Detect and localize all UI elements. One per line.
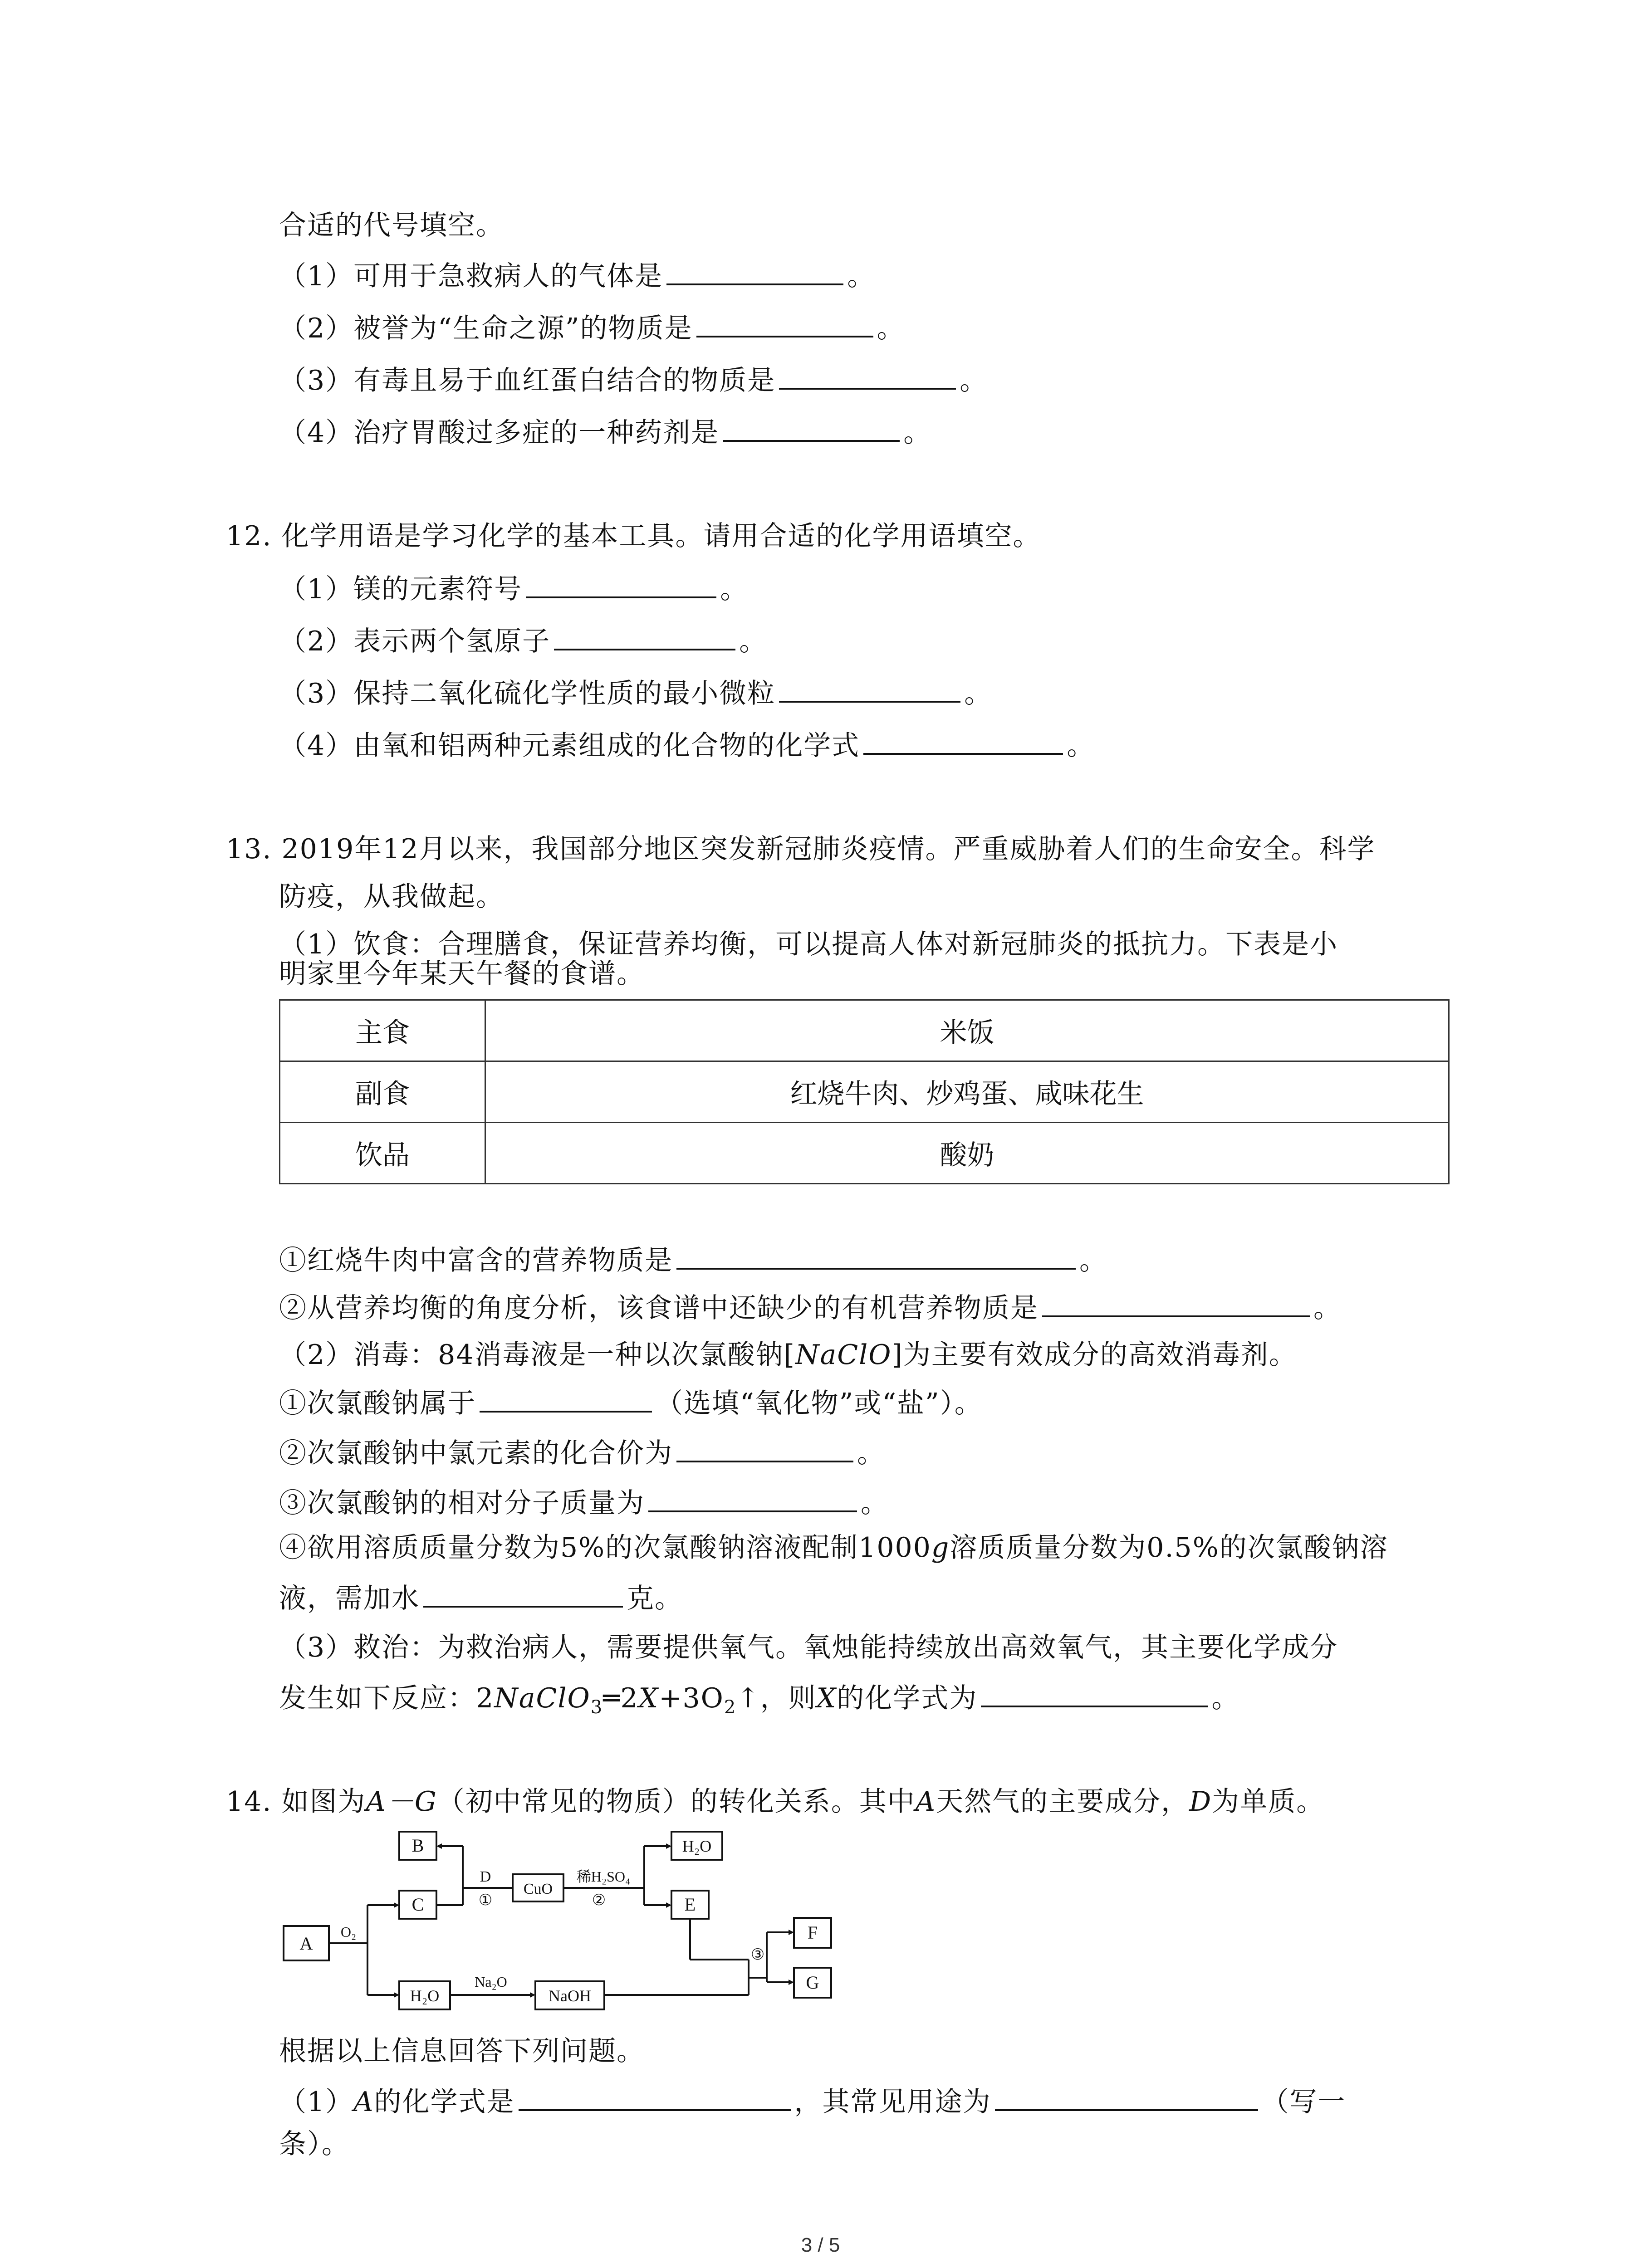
diagram-label-F: F: [807, 1922, 818, 1943]
diagram-label-NaOH: NaOH: [549, 1987, 591, 2005]
q11-intro: 合适的代号填空。: [279, 210, 504, 241]
answer-blank[interactable]: [981, 1678, 1208, 1707]
q12-item-1: （1）镁的元素符号 。: [279, 569, 748, 608]
answer-blank[interactable]: [779, 361, 956, 390]
answer-blank[interactable]: [554, 621, 735, 650]
diagram-label-r1: ①: [478, 1892, 493, 1909]
diagram-label-C: C: [411, 1894, 424, 1915]
q13-d2: ②次氯酸钠中氯元素的化合价为 。: [279, 1433, 885, 1472]
diagram-label-r3: ③: [750, 1946, 765, 1963]
diagram-label-O2: O₂: [340, 1924, 357, 1940]
q13-d4-line1: ④欲用溶质质量分数为5%的次氯酸钠溶液配制1000g溶质质量分数为0.5%的次氯酸钠溶: [279, 1532, 1388, 1564]
lunch-menu-table: [279, 999, 1450, 1184]
table-row: [280, 1000, 1449, 1061]
table-cell: 主食: [280, 1000, 485, 1061]
answer-blank[interactable]: [648, 1483, 857, 1512]
q13-part3-line2: 发生如下反应：$2NaClO_3═2X+3O_2↑$，则X的化学式为 。: [279, 1678, 1239, 1726]
q13-sub2: ②从营养均衡的角度分析，该食谱中还缺少的有机营养物质是 。: [279, 1288, 1342, 1327]
q13-sub1: ①红烧牛肉中富含的营养物质是 。: [279, 1241, 1107, 1280]
q11-item-1: （1）可用于急救病人的气体是 。: [279, 256, 875, 295]
q12-item-3: （3）保持二氧化硫化学性质的最小微粒 。: [279, 674, 992, 713]
diagram-label-B: B: [411, 1835, 424, 1856]
table-cell: 饮品: [280, 1123, 485, 1184]
answer-blank[interactable]: [696, 308, 873, 337]
diagram-label-A: A: [299, 1933, 313, 1954]
answer-blank[interactable]: [676, 1433, 853, 1462]
q13-part1-line1: （1）饮食：合理膳食，保证营养均衡，可以提高人体对新冠肺炎的抵抗力。下表是小: [279, 929, 1338, 960]
diagram-label-H2O-bottom: H₂O: [410, 1987, 440, 2005]
table-cell: 酸奶: [485, 1123, 1449, 1184]
q13-stem-line1: 13. 2019年12月以来，我国部分地区突发新冠肺炎疫情。严重威胁着人们的生命安全。科学: [226, 833, 1376, 865]
table-row: [280, 1123, 1449, 1184]
q12-item-4: （4）由氧和铝两种元素组成的化合物的化学式 。: [279, 726, 1095, 765]
q13-d4-line2: 液，需加水 克。: [279, 1579, 683, 1618]
q13-part1-line2: 明家里今年某天午餐的食谱。: [279, 958, 645, 990]
conversion-diagram: [272, 1823, 862, 2032]
q14-stem: 14. 如图为A－G（初中常见的物质）的转化关系。其中A天然气的主要成分，D为单质。: [226, 1786, 1325, 1818]
table-cell: 副食: [280, 1061, 485, 1123]
diagram-label-E: E: [684, 1894, 696, 1915]
answer-blank[interactable]: [779, 674, 960, 703]
q11-item-2: （2）被誉为“生命之源”的物质是 。: [279, 308, 905, 347]
table-cell: 红烧牛肉、炒鸡蛋、咸味花生: [485, 1061, 1449, 1123]
diagram-label-acid: 稀H₂SO₄: [576, 1868, 631, 1885]
diagram-label-r2: ②: [592, 1892, 606, 1909]
diagram-label-CuO: CuO: [523, 1881, 553, 1897]
answer-blank[interactable]: [1042, 1288, 1310, 1317]
q11-item-4: （4）治疗胃酸过多症的一种药剂是 。: [279, 413, 931, 452]
diagram-label-D: D: [480, 1868, 491, 1885]
q12-stem: 12. 化学用语是学习化学的基本工具。请用合适的化学用语填空。: [226, 520, 1041, 552]
answer-blank[interactable]: [723, 413, 900, 442]
q14-after: 根据以上信息回答下列问题。: [279, 2035, 645, 2067]
answer-blank[interactable]: [526, 569, 716, 598]
answer-blank[interactable]: [480, 1383, 652, 1413]
table-row: [280, 1061, 1449, 1123]
answer-blank[interactable]: [995, 2082, 1258, 2111]
table-cell: 米饭: [485, 1000, 1449, 1061]
q14-part1-line2: 条）。: [279, 2128, 350, 2160]
q13-d3: ③次氯酸钠的相对分子质量为 。: [279, 1483, 889, 1522]
q13-part3-line1: （3）救治：为救治病人，需要提供氧气。氧烛能持续放出高效氧气，其主要化学成分: [279, 1632, 1338, 1663]
answer-blank[interactable]: [863, 726, 1063, 755]
q13-part2: （2）消毒：84消毒液是一种以次氯酸钠[NaClO]为主要有效成分的高效消毒剂。: [279, 1339, 1297, 1371]
answer-blank[interactable]: [519, 2082, 791, 2111]
diagram-label-H2O-top: H₂O: [682, 1837, 712, 1855]
answer-blank[interactable]: [676, 1241, 1076, 1270]
q13-stem-line2: 防疫，从我做起。: [279, 881, 504, 913]
diagram-label-G: G: [806, 1972, 819, 1993]
page-number: 3 / 5: [801, 2234, 840, 2256]
q12-item-2: （2）表示两个氢原子 。: [279, 621, 767, 660]
answer-blank[interactable]: [423, 1579, 623, 1608]
diagram-label-Na2O: Na₂O: [475, 1974, 507, 1990]
q11-item-3: （3）有毒且易于血红蛋白结合的物质是 。: [279, 361, 988, 400]
answer-blank[interactable]: [666, 256, 843, 285]
q14-part1-line1: （1）A的化学式是 ，其常见用途为 （写一: [279, 2082, 1346, 2121]
q13-d1: ①次氯酸钠属于 （选填“氧化物”或“盐”）。: [279, 1383, 983, 1422]
